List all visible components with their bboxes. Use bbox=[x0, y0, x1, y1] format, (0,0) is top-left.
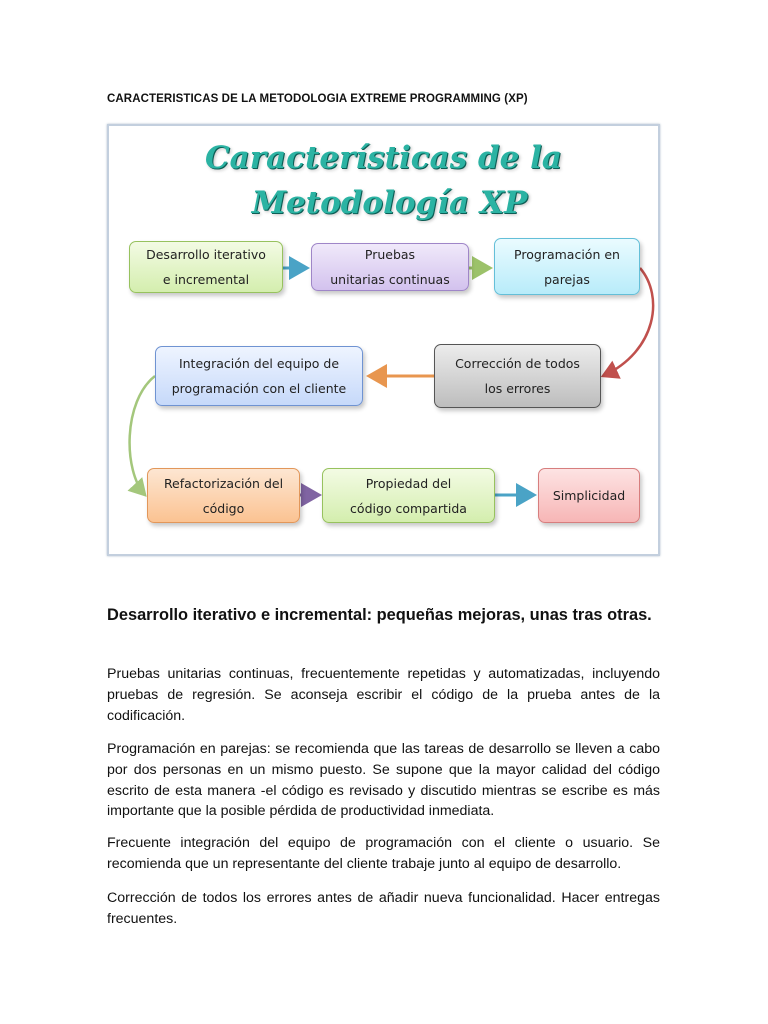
box-line: Pruebas bbox=[364, 247, 416, 262]
box-line: Corrección de todos bbox=[455, 356, 580, 371]
box-line: código bbox=[202, 500, 245, 516]
box-line: Simplicidad bbox=[552, 488, 626, 503]
xp-characteristics-diagram bbox=[107, 124, 660, 556]
box-propiedad-codigo bbox=[322, 468, 495, 523]
box-line: Propiedad del bbox=[365, 475, 452, 491]
paragraph-pruebas: Pruebas unitarias continuas, frecuentemente repetidas y automatizadas, incluyendo pruebas de regresión. Se aconseja escribir el código de la prueba antes de la codificación. bbox=[107, 666, 660, 724]
box-line: parejas bbox=[544, 271, 590, 287]
document-title: CARACTERISTICAS DE LA METODOLOGIA EXTREME PROGRAMMING (XP) bbox=[107, 93, 528, 105]
box-refactorizacion bbox=[147, 468, 300, 523]
box-line: Integración del equipo de bbox=[178, 356, 340, 371]
diagram-title-line2: Metodología XP bbox=[251, 185, 528, 221]
box-line: Desarrollo iterativo bbox=[146, 247, 266, 262]
box-line: programación con el cliente bbox=[171, 381, 347, 396]
section-heading: Desarrollo iterativo e incremental: pequeñas mejoras, unas tras otras. bbox=[107, 606, 652, 624]
box-line: unitarias continuas bbox=[330, 272, 450, 287]
diagram-title-line1: Características de la bbox=[204, 140, 562, 176]
box-programacion-parejas bbox=[494, 238, 640, 295]
paragraph-programacion: Programación en parejas: se recomienda que las tareas de desarrollo se lleven a cabo por dos personas en un mismo puesto. Se supone que la mayor calidad del código escrito de esta manera -el código es revisado y discutido mientras se escribe es más importante que la posible pérdida de productividad inmediata. bbox=[107, 741, 660, 820]
box-integracion-cliente bbox=[155, 346, 363, 406]
box-line: Programación en bbox=[514, 246, 620, 262]
box-desarrollo-iterativo bbox=[129, 241, 283, 293]
paragraph-correccion: Corrección de todos los errores antes de añadir nueva funcionalidad. Hacer entregas frecuentes. bbox=[107, 890, 660, 927]
box-simplicidad bbox=[538, 468, 640, 523]
box-correccion-errores bbox=[434, 344, 601, 408]
paragraph-integracion: Frecuente integración del equipo de programación con el cliente o usuario. Se recomienda que un representante del cliente trabaje junto al equipo de desarrollo. bbox=[107, 835, 660, 872]
box-line: los errores bbox=[484, 381, 551, 396]
box-pruebas-unitarias bbox=[311, 243, 469, 291]
box-line: código compartida bbox=[350, 500, 467, 516]
box-line: e incremental bbox=[162, 272, 250, 287]
box-line: Refactorización del bbox=[163, 475, 284, 491]
